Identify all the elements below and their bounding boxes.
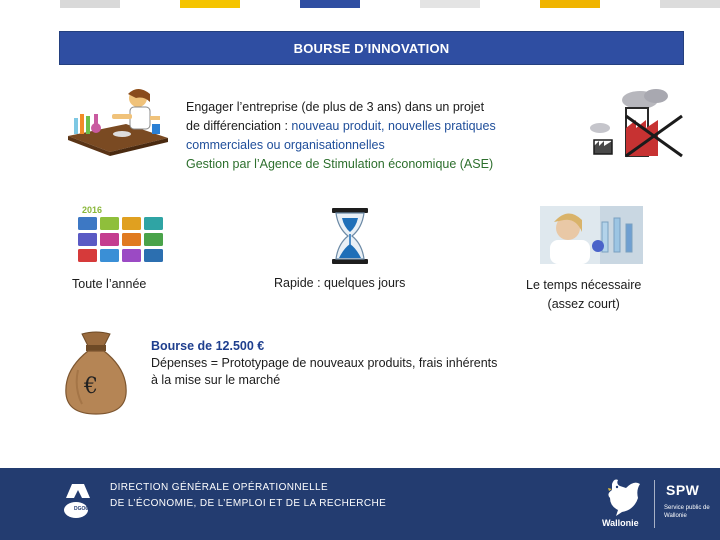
calendar-image xyxy=(76,205,168,267)
lab-photo xyxy=(540,206,643,264)
page-title: BOURSE D’INNOVATION xyxy=(59,31,684,65)
availability-label: Toute l’année xyxy=(72,277,147,291)
calendar-month-tile xyxy=(78,217,97,230)
intro-line-2 xyxy=(186,117,586,136)
intro-line-1: Engager l’entreprise (de plus de 3 ans) dans un projet xyxy=(186,100,485,114)
calendar-month-tile xyxy=(144,233,163,246)
calendar-month-tile xyxy=(122,249,141,262)
calendar-month-tile xyxy=(144,249,163,262)
dgo-logo-text: DGO6 xyxy=(74,506,89,512)
top-color-strip xyxy=(0,0,720,8)
calendar-month-tile xyxy=(78,233,97,246)
money-bag-icon xyxy=(60,330,132,416)
wallonie-rooster-logo xyxy=(604,476,644,518)
wallonie-label: Wallonie xyxy=(602,518,639,528)
intro-text xyxy=(186,98,586,174)
spw-subtitle: Service public de Wallonie xyxy=(664,505,710,519)
calendar-month-tile xyxy=(100,249,119,262)
calendar-month-tile xyxy=(144,217,163,230)
factory-illustration xyxy=(586,86,690,160)
direction-line-1: DIRECTION GÉNÉRALE OPÉRATIONNELLE xyxy=(110,482,329,493)
scientist-illustration xyxy=(66,88,170,158)
footer-separator xyxy=(654,480,655,528)
direction-text xyxy=(110,480,386,512)
bourse-details xyxy=(151,338,497,389)
intro-line-2-prefix: de différenciation : xyxy=(186,119,292,133)
intro-line-3: commerciales ou organisationnelles xyxy=(186,138,385,152)
intro-line-4: Gestion par l’Agence de Stimulation économique (ASE) xyxy=(186,157,494,171)
calendar-month-tile xyxy=(100,217,119,230)
footer-banner xyxy=(0,468,720,540)
duration-line-2: (assez court) xyxy=(547,297,620,311)
intro-line-2-highlight: nouveau produit, nouvelles pratiques xyxy=(291,119,496,133)
spw-label: SPW xyxy=(666,482,700,498)
hourglass-icon xyxy=(330,208,370,264)
euro-symbol: € xyxy=(84,374,98,399)
calendar-month-tile xyxy=(122,233,141,246)
calendar-month-tile xyxy=(100,233,119,246)
calendar-month-tile xyxy=(78,249,97,262)
dgo-logo xyxy=(60,480,96,526)
duration-label xyxy=(526,276,641,314)
direction-line-2: DE L’ÉCONOMIE, DE L’EMPLOI ET DE LA RECHERCHE xyxy=(110,498,387,509)
duration-line-1: Le temps nécessaire xyxy=(526,278,642,292)
speed-label: Rapide : quelques jours xyxy=(274,276,406,290)
bourse-amount: Bourse de 12.500 € xyxy=(151,339,265,353)
expenses-line-2: à la mise sur le marché xyxy=(151,373,281,387)
expenses-line-1: Dépenses = Prototypage de nouveaux produits, frais inhérents xyxy=(151,356,498,370)
calendar-month-tile xyxy=(122,217,141,230)
calendar-year: 2016 xyxy=(82,205,103,215)
